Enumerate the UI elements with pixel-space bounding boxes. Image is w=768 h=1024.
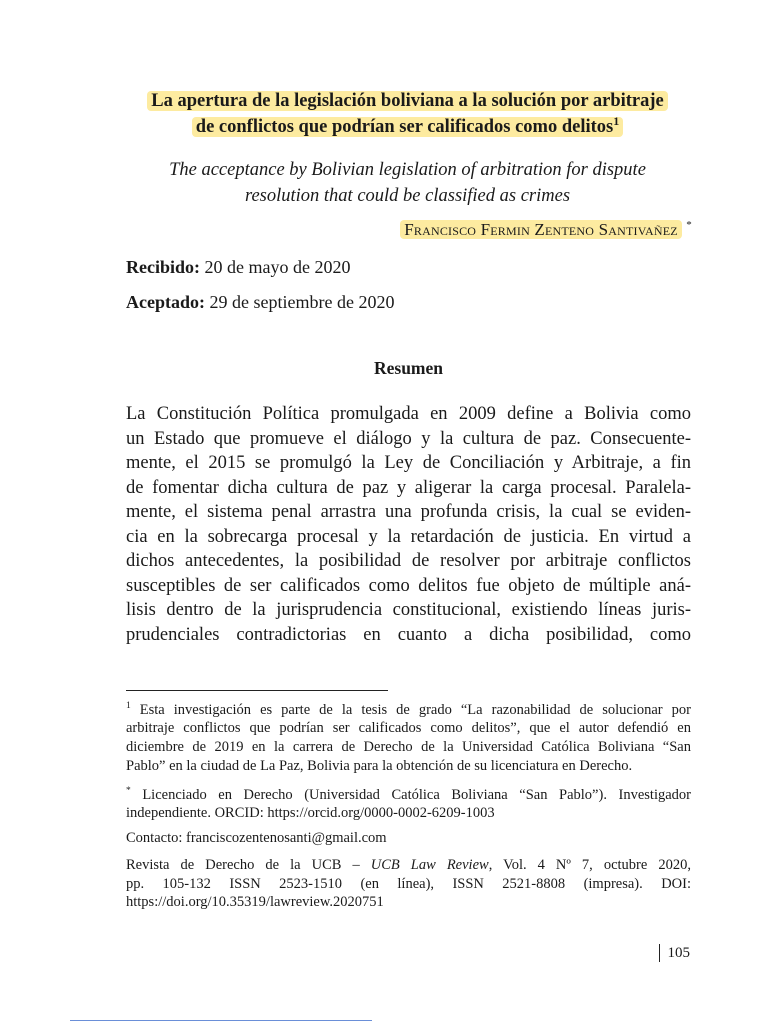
title-line-1: La apertura de la legislación boliviana a la solución por arbitraje — [147, 91, 668, 111]
received-value: 20 de mayo de 2020 — [204, 257, 351, 277]
abstract-line: dichos antecedentes, la posibilidad de resolver por arbitraje conflictos — [126, 551, 691, 571]
abstract-line: La Constitución Política promulgada en 2009 define a Bolivia como — [126, 404, 691, 424]
footnote-1-line: Pablo” en la ciudad de La Paz, Bolivia para la obtención de su licenciatura en Derecho. — [126, 757, 633, 774]
abstract-line: lisis dentro de la jurisprudencia constitucional, existiendo líneas juris- — [126, 600, 691, 620]
subtitle-line-1: The acceptance by Bolivian legislation of arbitration for dispute — [169, 160, 646, 180]
received-label: Recibido: — [126, 257, 200, 277]
abstract-line: mente, el 2015 se promulgó la Ley de Conciliación y Arbitraje, a fin — [126, 453, 691, 473]
author-line — [400, 219, 692, 240]
article-subtitle — [110, 157, 705, 209]
footnote-1-line: arbitraje conflictos que podrían ser calificados como delitos”, que el autor defendió en — [126, 720, 691, 737]
journal-name: UCB Law Review — [370, 857, 489, 873]
abstract-body — [126, 402, 691, 647]
footnote-author-line: Licenciado en Derecho (Universidad Católica Boliviana “San Pablo”). Investigador — [142, 786, 691, 803]
footnote-1-line: diciembre de 2019 en la carrera de Derecho de la Universidad Católica Boliviana “San — [126, 739, 691, 756]
article-title — [110, 88, 705, 140]
contact-line — [126, 829, 691, 848]
abstract-line: un Estado que promueve el diálogo y la cultura de paz. Consecuente- — [126, 428, 691, 449]
contact-text: Contacto: franciscozentenosanti@gmail.com — [126, 830, 387, 846]
resumen-heading: Resumen — [373, 358, 444, 378]
page-number: 105 — [659, 944, 691, 962]
author-name: Francisco Fermin Zenteno Santivañez — [400, 220, 682, 239]
accepted-value: 29 de septiembre de 2020 — [209, 292, 395, 312]
footnote-1-mark: 1 — [126, 701, 131, 711]
journal-text-a: Revista de Derecho de la UCB – — [126, 857, 371, 873]
journal-citation — [126, 856, 691, 912]
footnote-author — [126, 782, 691, 823]
footnote-1 — [126, 697, 691, 775]
received-date — [126, 257, 350, 278]
abstract-line: susceptibles de ser calificados como delitos fue objeto de múltiple aná- — [126, 575, 691, 596]
footnote-author-mark: * — [126, 786, 131, 796]
footnote-author-line: independiente. ORCID: https://orcid.org/0000-0002-6209-1003 — [126, 805, 495, 822]
footnote-1-line: Esta investigación es parte de la tesis de grado “La razonabilidad de solucionar por — [139, 701, 691, 718]
accepted-date — [126, 292, 394, 313]
title-footnote-mark[interactable]: 1 — [613, 113, 620, 128]
abstract-line: cia en la sobrecarga procesal y la retardación de justicia. En virtud a — [126, 526, 691, 547]
abstract-line: de fomentar dicha cultura de paz y aligerar la carga procesal. Paralela- — [126, 477, 691, 498]
author-footnote-mark[interactable]: * — [686, 219, 692, 231]
journal-text-b: , Vol. 4 Nº 7, octubre 2020, — [488, 857, 691, 873]
journal-doi[interactable]: https://doi.org/10.35319/lawreview.2020751 — [126, 894, 384, 911]
abstract-line: prudenciales contradictorias en cuanto a dicha posibilidad, como — [126, 624, 691, 645]
subtitle-line-2: resolution that could be classified as crimes — [244, 186, 571, 206]
abstract-line: mente, el sistema penal arrastra una profunda crisis, la cual se eviden- — [126, 502, 691, 522]
accepted-label: Aceptado: — [126, 292, 205, 312]
footnote-separator — [126, 690, 388, 691]
journal-line-2: pp. 105-132 ISSN 2523-1510 (en línea), ISSN 2521-8808 (impresa). DOI: — [126, 875, 691, 892]
bottom-rule — [70, 1020, 372, 1021]
title-line-2: de conflictos que podrían ser calificados como delitos — [195, 117, 614, 137]
